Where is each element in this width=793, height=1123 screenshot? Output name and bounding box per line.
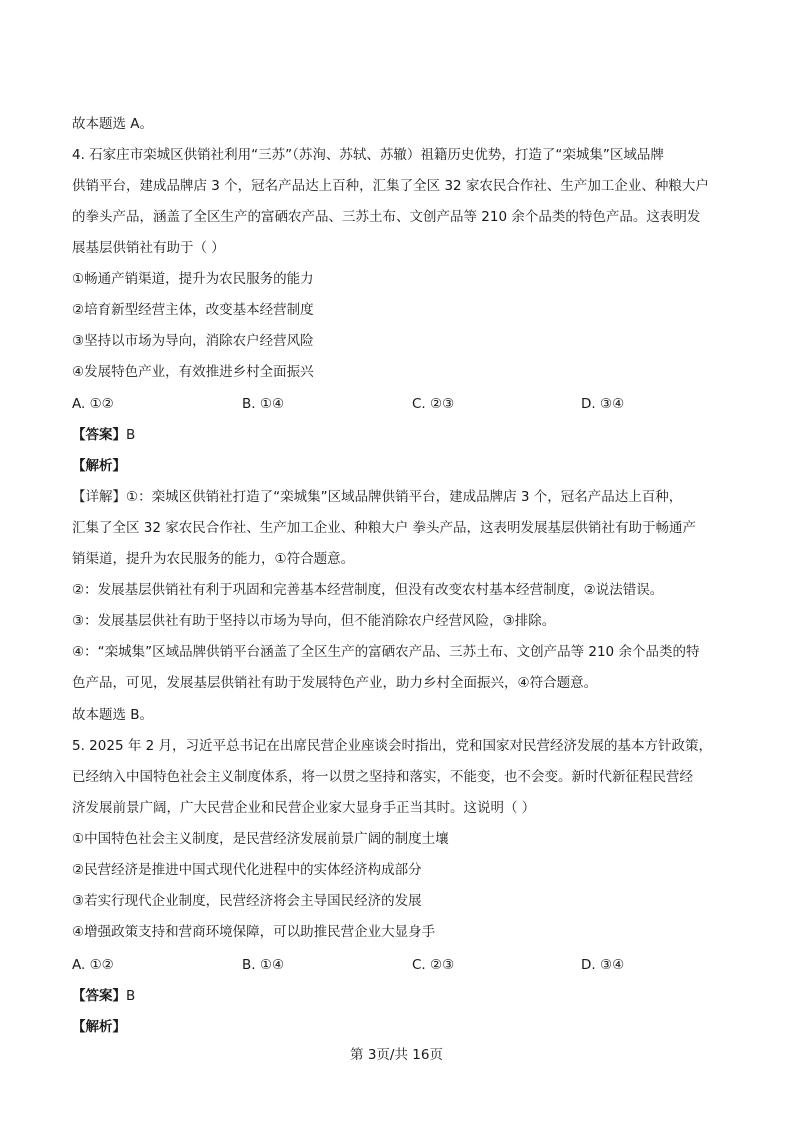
q4-statement: ③坚持以市场为导向，消除农户经营风险: [72, 333, 314, 349]
answer-value: B: [126, 988, 136, 1004]
q5-statement: ②民营经济是推进中国式现代化进程中的实体经济构成部分: [72, 862, 422, 878]
q4-statement: ①畅通产销渠道，提升为农民服务的能力: [72, 271, 314, 287]
q3-conclusion: 故本题选 A。: [72, 116, 154, 132]
q5-option-c: C. ②③: [412, 957, 455, 973]
page-number: 第 3页/共 16页: [350, 1047, 443, 1063]
q5-stem-line: 济发展前景广阔，广大民营企业和民营企业家大显身手正当其时。这说明（ ）: [72, 800, 536, 816]
q4-detail-line: 【详解】①：栾城区供销社打造了“栾城集”区域品牌供销平台，建成品牌店 3 个，冠名产品达上百种，: [72, 489, 683, 505]
q4-detail-line: ④：“栾城集”区域品牌供销平台涵盖了全区生产的富硒农产品、三苏土布、文创产品等 210 余个品类的特: [72, 644, 700, 660]
q4-stem-line: 的拳头产品，涵盖了全区生产的富硒农产品、三苏土布、文创产品等 210 余个品类的特色产品。这表明发: [72, 209, 701, 225]
q4-conclusion: 故本题选 B。: [72, 707, 154, 723]
q4-option-c: C. ②③: [412, 396, 455, 412]
q4-detail-line: 销渠道，提升为农民服务的能力，①符合题意。: [72, 551, 355, 567]
q4-option-b: B. ①④: [242, 396, 285, 412]
q5-answer: [72, 986, 135, 1006]
q4-detail-line: 汇集了全区 32 家农民合作社、生产加工企业、种粮大户 拳头产品，这表明发展基层供销社有助于畅通产: [72, 520, 697, 536]
q4-statement: ④发展特色产业，有效推进乡村全面振兴: [72, 364, 314, 380]
q4-stem-line: 4. 石家庄市栾城区供销社利用“三苏”（苏洵、苏轼、苏辙）祖籍历史优势，打造了“栾城集”区域品牌: [72, 147, 664, 163]
q4-option-a: A. ①②: [72, 396, 114, 412]
q5-option-b: B. ①④: [242, 957, 285, 973]
q5-statement: ①中国特色社会主义制度，是民营经济发展前景广阔的制度土壤: [72, 831, 449, 847]
q5-stem-line: 已经纳入中国特色社会主义制度体系，将一以贯之坚持和落实，不能变，也不会变。新时代新征程民营经: [72, 769, 693, 785]
q5-option-a: A. ①②: [72, 957, 114, 973]
q5-option-d: D. ③④: [581, 957, 625, 973]
q4-detail-line: 色产品，可见，发展基层供销社有助于发展特色产业，助力乡村全面振兴，④符合题意。: [72, 675, 598, 691]
q4-option-d: D. ③④: [581, 396, 625, 412]
q5-stem-line: 5. 2025 年 2 月，习近平总书记在出席民营企业座谈会时指出，党和国家对民营经济发展的基本方针政策，: [72, 738, 712, 754]
q5-analysis-tag: 【解析】: [72, 1019, 126, 1035]
q4-statement: ②培育新型经营主体，改变基本经营制度: [72, 302, 314, 318]
q4-analysis-tag: 【解析】: [72, 458, 126, 474]
answer-tag: 【答案】: [72, 427, 126, 443]
q4-stem-line: 展基层供销社有助于（ ）: [72, 240, 225, 256]
q4-answer: [72, 425, 135, 445]
q5-statement: ④增强政策支持和营商环境保障，可以助推民营企业大显身手: [72, 924, 436, 940]
q4-detail-line: ③：发展基层供社有助于坚持以市场为导向，但不能消除农户经营风险，③排除。: [72, 613, 556, 629]
answer-value: B: [126, 427, 136, 443]
answer-tag: 【答案】: [72, 988, 126, 1004]
q4-detail-line: ②：发展基层供销社有利于巩固和完善基本经营制度，但没有改变农村基本经营制度，②说法错误。: [72, 582, 664, 598]
q5-statement: ③若实行现代企业制度，民营经济将会主导国民经济的发展: [72, 893, 422, 909]
q4-stem-line: 供销平台，建成品牌店 3 个，冠名产品达上百种，汇集了全区 32 家农民合作社、生产加工企业、种粮大户: [72, 178, 709, 194]
